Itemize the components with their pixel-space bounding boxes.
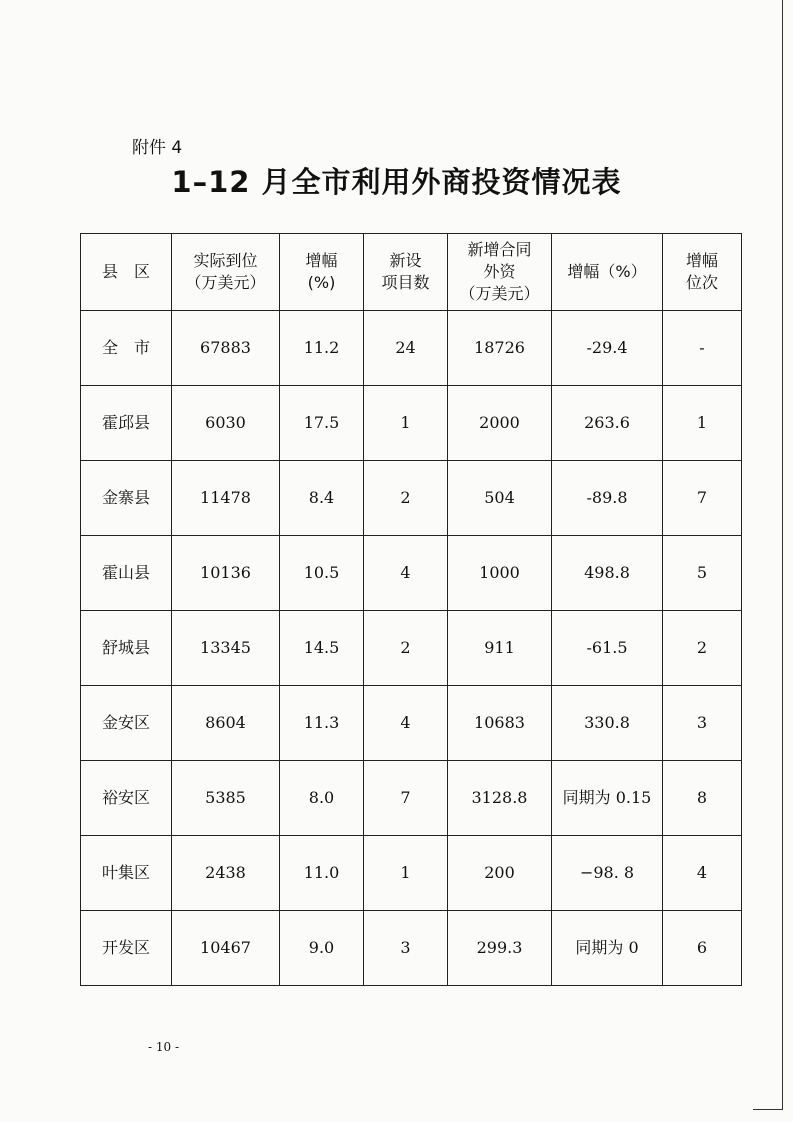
table-row [81,386,742,461]
cell-contract: 18726 [448,311,552,386]
cell-rank: 5 [663,536,742,611]
cell-contract-growth: 263.6 [552,386,663,461]
header-new-projects [364,234,448,311]
cell-name: 全 市 [81,311,172,386]
cell-name: 金安区 [81,686,172,761]
cell-rank: 1 [663,386,742,461]
header-growth-line1: 增幅 [305,251,338,270]
header-growth-line2: (%) [307,273,336,292]
header-new-projects-line2: 项目数 [381,273,430,292]
cell-actual: 10136 [172,536,280,611]
cell-growth: 8.4 [280,461,364,536]
cell-new-projects: 1 [364,386,448,461]
cell-actual: 13345 [172,611,280,686]
cell-actual: 5385 [172,761,280,836]
cell-new-projects: 3 [364,911,448,986]
table-row [81,686,742,761]
cell-name: 金寨县 [81,461,172,536]
cell-new-projects: 4 [364,536,448,611]
cell-contract: 10683 [448,686,552,761]
cell-rank: 4 [663,836,742,911]
cell-growth: 17.5 [280,386,364,461]
cell-growth: 11.2 [280,311,364,386]
cell-new-projects: 4 [364,686,448,761]
page-title: 1–12 月全市利用外商投资情况表 [171,165,622,199]
table-row [81,611,742,686]
attachment-label: 附件 4 [132,138,183,158]
cell-new-projects: 2 [364,611,448,686]
header-contract-line2: 外资 [483,262,516,281]
cell-rank: 7 [663,461,742,536]
cell-rank: 3 [663,686,742,761]
cell-contract: 504 [448,461,552,536]
cell-new-projects: 24 [364,311,448,386]
header-contract-line3: （万美元） [459,284,540,303]
cell-growth: 8.0 [280,761,364,836]
cell-actual: 2438 [172,836,280,911]
table-header-row [81,234,742,311]
cell-new-projects: 2 [364,461,448,536]
cell-contract: 3128.8 [448,761,552,836]
cell-rank: 2 [663,611,742,686]
cell-name: 开发区 [81,911,172,986]
header-county [81,234,172,311]
header-contract-growth [552,234,663,311]
page-number: - 10 - [148,1040,180,1054]
cell-rank: 8 [663,761,742,836]
table-row [81,461,742,536]
header-rank [663,234,742,311]
cell-actual: 8604 [172,686,280,761]
cell-new-projects: 1 [364,836,448,911]
cell-contract-growth: 498.8 [552,536,663,611]
header-actual-line2: （万美元） [185,273,266,292]
header-contract [448,234,552,311]
header-contract-growth-label: 增幅（%） [567,262,647,281]
cell-actual: 67883 [172,311,280,386]
cell-contract-growth: −98. 8 [552,836,663,911]
cell-actual: 6030 [172,386,280,461]
cell-name: 霍山县 [81,536,172,611]
cell-contract: 911 [448,611,552,686]
cell-growth: 10.5 [280,536,364,611]
scan-bottom-line [753,1109,783,1110]
header-contract-line1: 新增合同 [467,240,532,259]
cell-new-projects: 7 [364,761,448,836]
cell-contract-growth: 同期为 0.15 [552,761,663,836]
cell-contract-growth: -89.8 [552,461,663,536]
cell-contract-growth: 同期为 0 [552,911,663,986]
header-rank-line1: 增幅 [685,251,718,270]
cell-actual: 10467 [172,911,280,986]
cell-actual: 11478 [172,461,280,536]
cell-name: 裕安区 [81,761,172,836]
cell-contract-growth: -61.5 [552,611,663,686]
table-row [81,836,742,911]
cell-contract: 1000 [448,536,552,611]
cell-growth: 11.3 [280,686,364,761]
table-row [81,761,742,836]
cell-rank: - [663,311,742,386]
cell-rank: 6 [663,911,742,986]
cell-name: 霍邱县 [81,386,172,461]
header-growth [280,234,364,311]
cell-contract-growth: -29.4 [552,311,663,386]
header-new-projects-line1: 新设 [389,251,422,270]
cell-contract: 200 [448,836,552,911]
table-row [81,311,742,386]
header-county-label: 县 区 [101,262,150,281]
cell-contract-growth: 330.8 [552,686,663,761]
header-actual-line1: 实际到位 [193,251,258,270]
header-rank-line2: 位次 [685,273,718,292]
cell-name: 叶集区 [81,836,172,911]
header-actual [172,234,280,311]
cell-growth: 14.5 [280,611,364,686]
cell-growth: 11.0 [280,836,364,911]
cell-growth: 9.0 [280,911,364,986]
cell-contract: 2000 [448,386,552,461]
table-row [81,536,742,611]
cell-name: 舒城县 [81,611,172,686]
investment-table [80,233,742,986]
cell-contract: 299.3 [448,911,552,986]
table-row [81,911,742,986]
